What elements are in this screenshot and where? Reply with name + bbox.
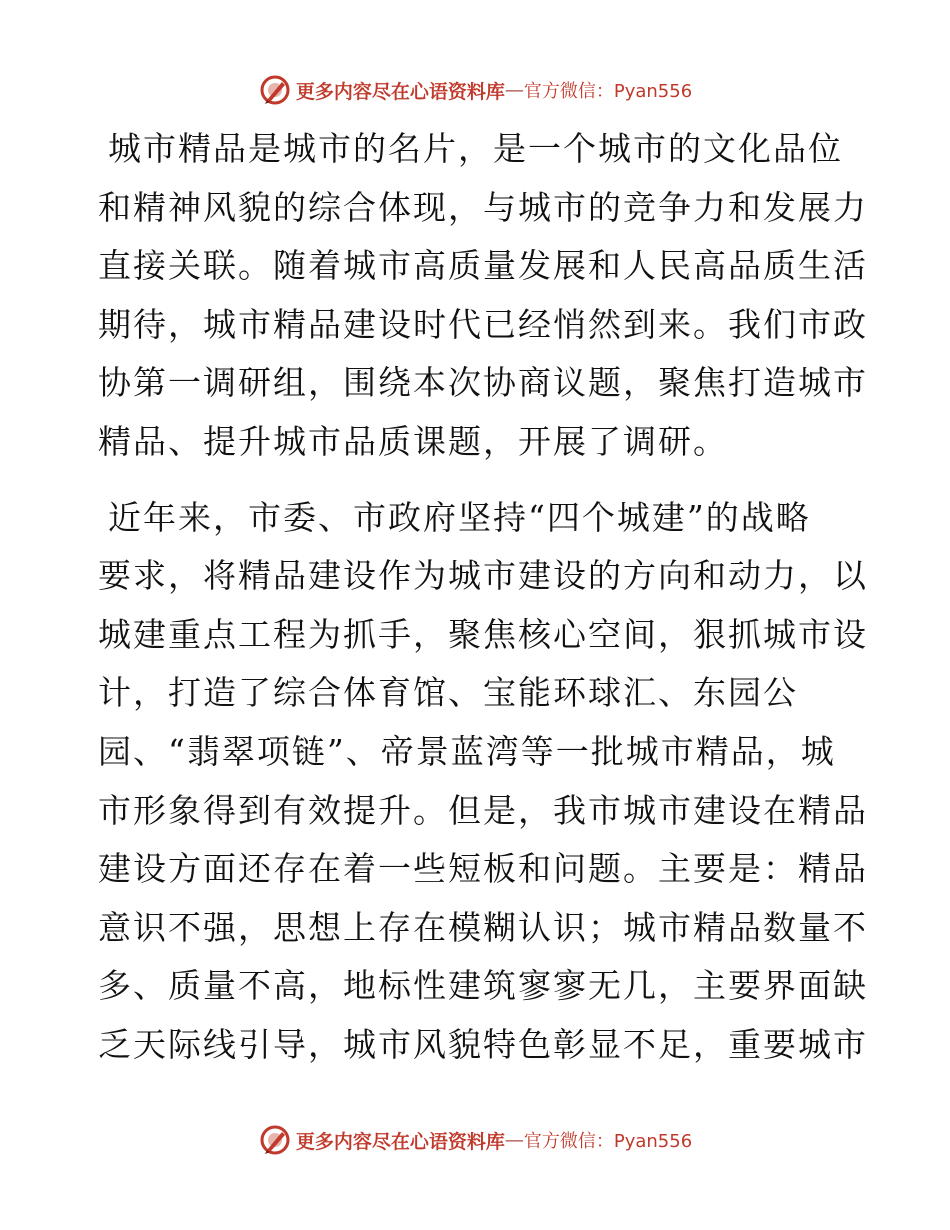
text-line: 计，打造了综合体育馆、宝能环球汇、东园公 — [98, 673, 798, 713]
text-line: 城市精品是城市的名片，是一个城市的文化品位 — [108, 129, 843, 168]
text-line: 意识不强，思想上存在模糊认识；城市精品数量不 — [98, 907, 868, 947]
text-line: 近年来，市委、市政府坚持“四个城建”的战略 — [108, 497, 811, 537]
banner-separator: — — [504, 1129, 524, 1151]
text-line: 多、质量不高，地标性建筑寥寥无几，主要界面缺 — [98, 966, 868, 1006]
text-line: 市形象得到有效提升。但是，我市城市建设在精品 — [98, 790, 868, 830]
banner-site-text: 更多内容尽在心语资料库 — [295, 80, 505, 103]
text-line: 建设方面还存在着一些短板和问题。主要是：精品 — [98, 849, 868, 889]
header-banner — [0, 70, 950, 110]
banner-wechat-text: 官方微信：Pyan556 — [523, 1131, 693, 1152]
paragraph-1 — [98, 120, 868, 472]
text-line: 精品、提升城市品质课题，开展了调研。 — [98, 421, 728, 461]
text-line: 和精神风貌的综合体现，与城市的竞争力和发展力 — [98, 187, 868, 227]
document-body — [98, 120, 868, 1092]
banner-separator: — — [504, 79, 524, 101]
logo-icon — [258, 73, 292, 107]
footer-banner — [0, 1120, 950, 1160]
logo-icon — [258, 1123, 292, 1157]
text-line: 城建重点工程为抓手，聚焦核心空间，狠抓城市设 — [98, 614, 868, 654]
text-line: 协第一调研组，围绕本次协商议题，聚焦打造城市 — [98, 363, 868, 403]
paragraph-2 — [98, 489, 868, 1075]
banner-site-text: 更多内容尽在心语资料库 — [295, 1130, 505, 1153]
text-line: 乏天际线引导，城市风貌特色彰显不足，重要城市 — [98, 1024, 868, 1064]
text-line: 要求，将精品建设作为城市建设的方向和动力，以 — [98, 556, 868, 596]
text-line: 园、“翡翠项链”、帝景蓝湾等一批城市精品，城 — [98, 731, 836, 771]
text-line: 直接关联。随着城市高质量发展和人民高品质生活 — [98, 246, 868, 286]
text-line: 期待，城市精品建设时代已经悄然到来。我们市政 — [98, 304, 868, 344]
banner-wechat-text: 官方微信：Pyan556 — [523, 81, 693, 102]
